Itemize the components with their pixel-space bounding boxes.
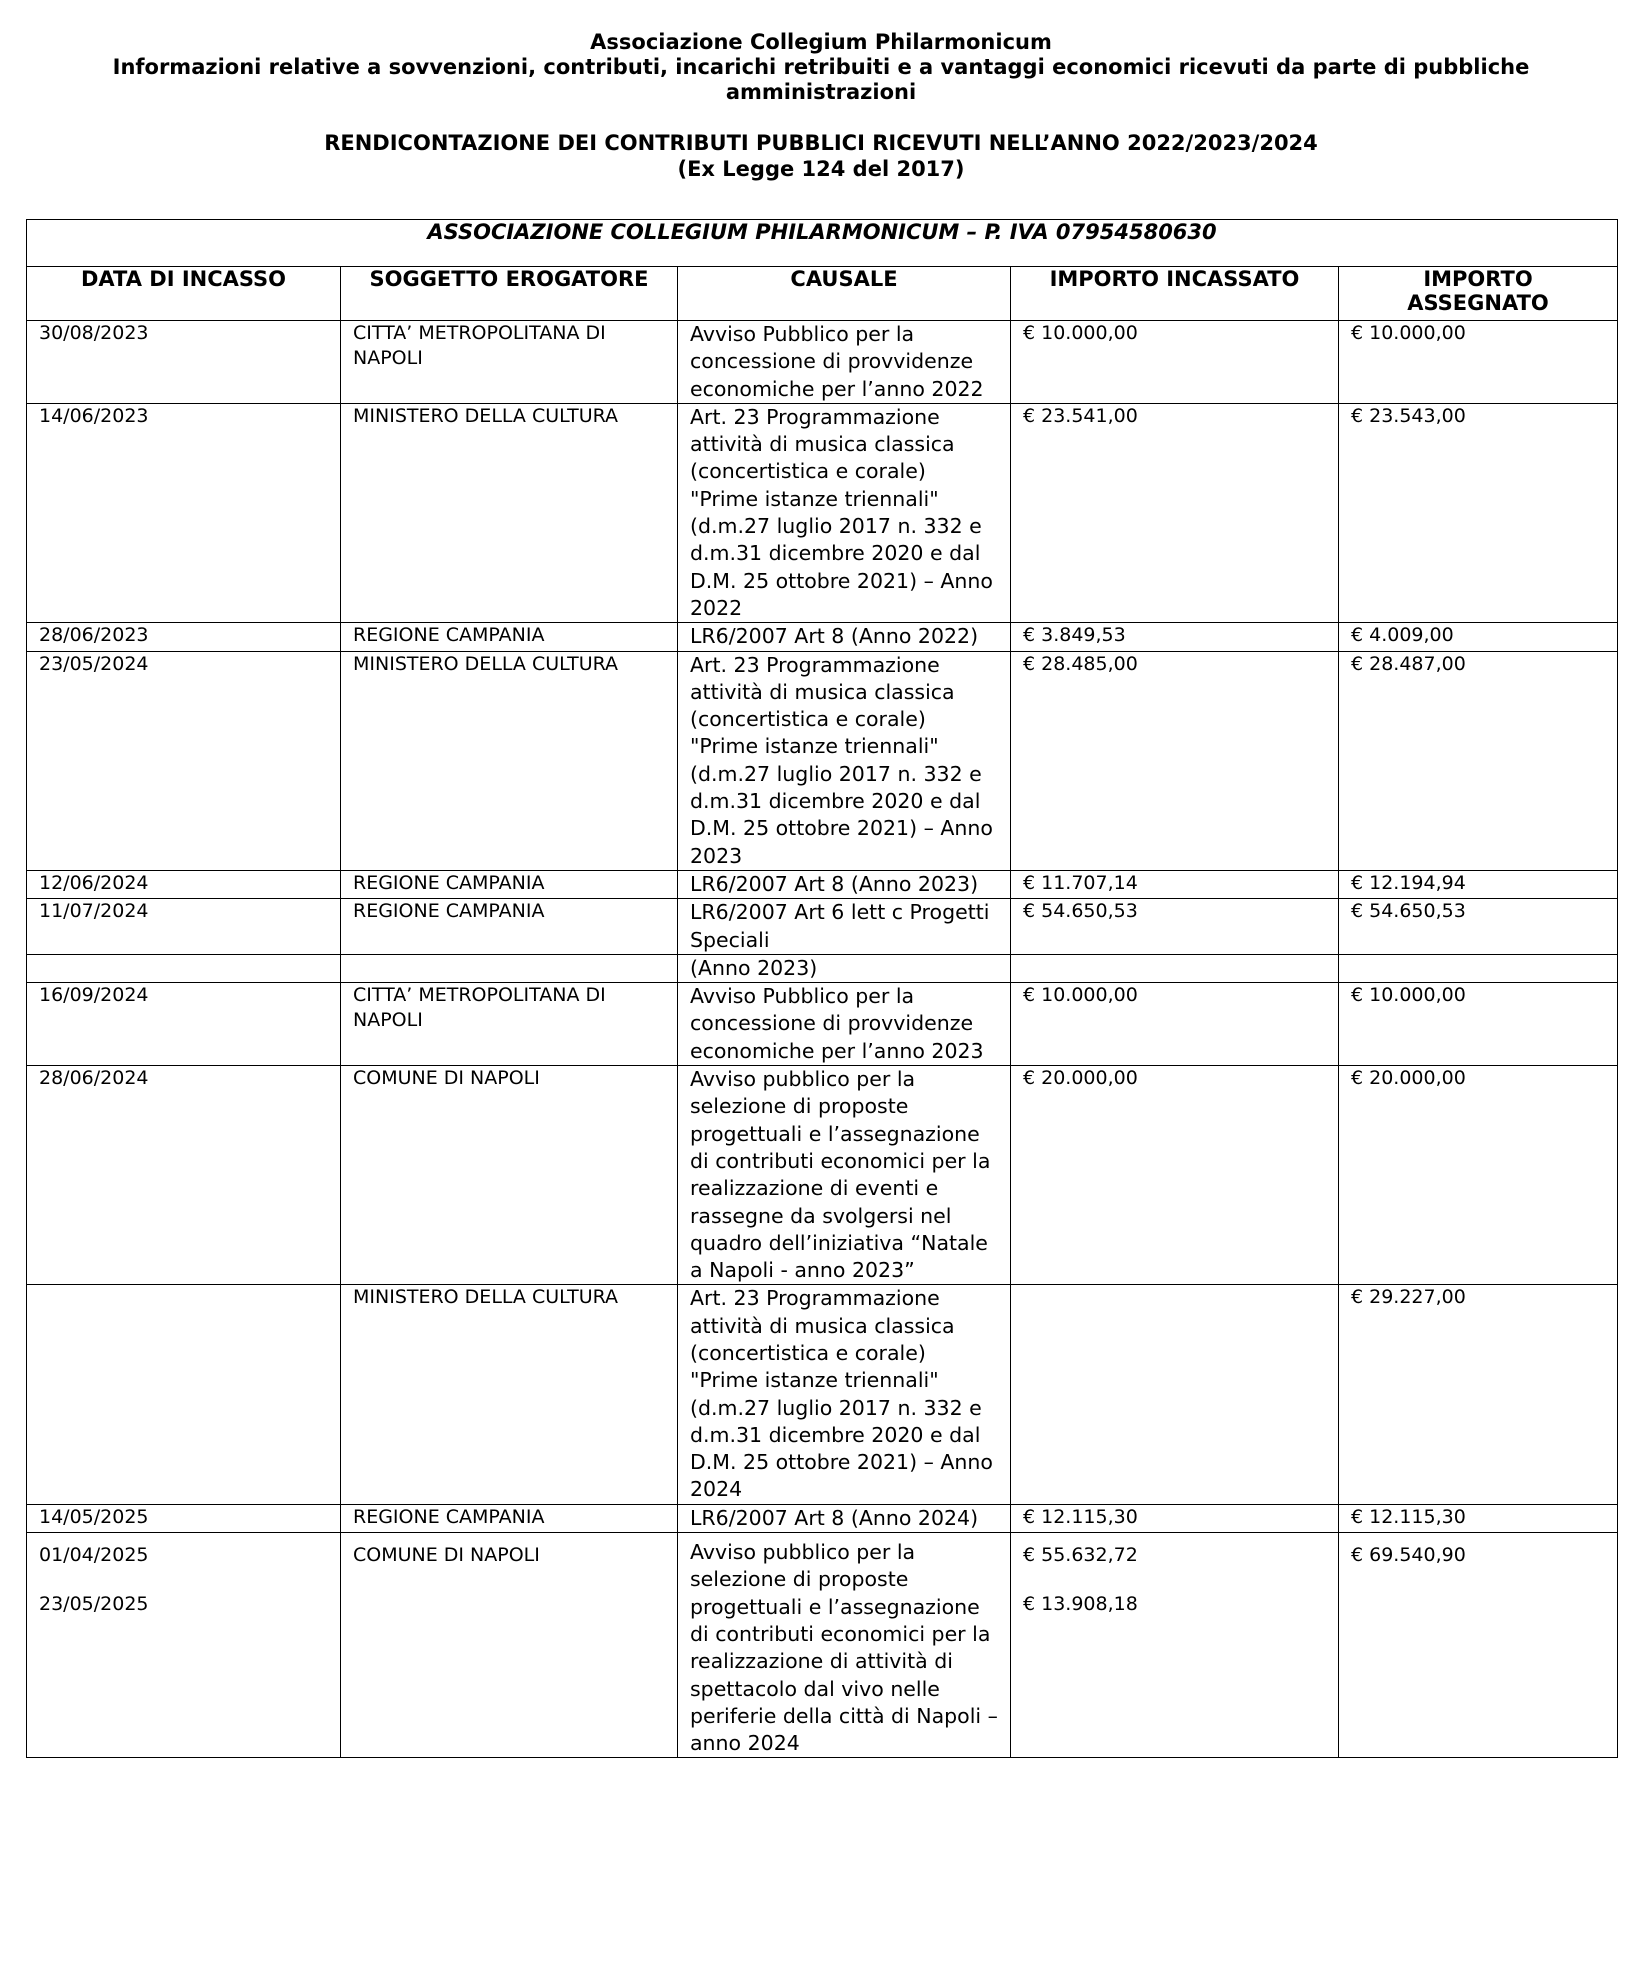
spacer <box>39 1568 328 1592</box>
table-row <box>27 899 1618 955</box>
cell-date: 30/08/2023 <box>27 321 341 404</box>
column-header-causale: CAUSALE <box>678 267 1011 321</box>
cell-causale: LR6/2007 Art 8 (Anno 2024) <box>678 1504 1011 1532</box>
cell-incassato <box>1011 1533 1339 1758</box>
report-title: RENDICONTAZIONE DEI CONTRIBUTI PUBBLICI RICEVUTI NELL’ANNO 2022/2023/2024 <box>324 131 1318 155</box>
table-row <box>27 1504 1618 1532</box>
cell-causale: (Anno 2023) <box>678 954 1011 982</box>
cell-date: 28/06/2024 <box>27 1066 341 1285</box>
cell-ente: CITTA’ METROPOLITANA DI NAPOLI <box>341 321 678 404</box>
law-reference: (Ex Legge 124 del 2017) <box>677 157 965 181</box>
table-row <box>27 954 1618 982</box>
column-header-row <box>27 267 1618 321</box>
cell-assegnato: € 23.543,00 <box>1339 403 1618 622</box>
table-row <box>27 403 1618 622</box>
table-row <box>27 623 1618 651</box>
cell-date: 14/06/2023 <box>27 403 341 622</box>
cell-date: 14/05/2025 <box>27 1504 341 1532</box>
cell-incassato: € 23.541,00 <box>1011 403 1339 622</box>
organization-name: Associazione Collegium Philarmonicum <box>590 30 1052 54</box>
payment-date-2: 23/05/2025 <box>39 1593 149 1616</box>
payment-date-1: 01/04/2025 <box>39 1544 149 1567</box>
cell-incassato: € 3.849,53 <box>1011 623 1339 651</box>
document-header <box>0 30 1642 182</box>
contributions-table <box>26 219 1618 1758</box>
cell-causale: Art. 23 Programmazione attività di musica classica (concertistica e corale) "Prime istanze triennali" (d.m.27 luglio 2017 n. 332 e d.m.31 dicembre 2020 e dal D.M. 25 ottobre 2021) – Anno 2022 <box>678 403 1011 622</box>
cell-incassato: € 10.000,00 <box>1011 321 1339 404</box>
cell-ente: MINISTERO DELLA CULTURA <box>341 1285 678 1504</box>
cell-assegnato: € 69.540,90 <box>1339 1533 1618 1758</box>
document-subtitle: Informazioni relative a sovvenzioni, contributi, incarichi retribuiti e a vantaggi economici ricevuti da parte di pubbliche amministrazioni <box>112 55 1530 104</box>
table-row <box>27 321 1618 404</box>
cell-ente: CITTA’ METROPOLITANA DI NAPOLI <box>341 983 678 1066</box>
association-row <box>27 220 1618 267</box>
cell-causale: LR6/2007 Art 8 (Anno 2022) <box>678 623 1011 651</box>
cell-date: 28/06/2023 <box>27 623 341 651</box>
cell-assegnato: € 20.000,00 <box>1339 1066 1618 1285</box>
cell-incassato <box>1011 954 1339 982</box>
table-row <box>27 1285 1618 1504</box>
cell-ente: REGIONE CAMPANIA <box>341 1504 678 1532</box>
cell-incassato: € 11.707,14 <box>1011 870 1339 898</box>
table-row <box>27 983 1618 1066</box>
cell-incassato: € 28.485,00 <box>1011 651 1339 870</box>
cell-assegnato: € 12.194,94 <box>1339 870 1618 898</box>
table-row <box>27 1533 1618 1758</box>
cell-causale: Avviso Pubblico per la concessione di provvidenze economiche per l’anno 2022 <box>678 321 1011 404</box>
cell-assegnato: € 10.000,00 <box>1339 321 1618 404</box>
cell-ente: MINISTERO DELLA CULTURA <box>341 651 678 870</box>
cell-ente: COMUNE DI NAPOLI <box>341 1533 678 1758</box>
cell-causale: Art. 23 Programmazione attività di musica classica (concertistica e corale) "Prime istanze triennali" (d.m.27 luglio 2017 n. 332 e d.m.31 dicembre 2020 e dal D.M. 25 ottobre 2021) – Anno 2024 <box>678 1285 1011 1504</box>
cell-ente: REGIONE CAMPANIA <box>341 870 678 898</box>
cell-incassato: € 20.000,00 <box>1011 1066 1339 1285</box>
cell-ente <box>341 954 678 982</box>
association-heading: ASSOCIAZIONE COLLEGIUM PHILARMONICUM – P. IVA 07954580630 <box>27 220 1618 267</box>
cell-date: 11/07/2024 <box>27 899 341 955</box>
cell-incassato: € 12.115,30 <box>1011 1504 1339 1532</box>
cell-incassato <box>1011 1285 1339 1504</box>
cell-assegnato: € 4.009,00 <box>1339 623 1618 651</box>
cell-assegnato: € 29.227,00 <box>1339 1285 1618 1504</box>
table-row <box>27 651 1618 870</box>
table-row <box>27 1066 1618 1285</box>
cell-ente: REGIONE CAMPANIA <box>341 623 678 651</box>
cell-causale: Art. 23 Programmazione attività di musica classica (concertistica e corale) "Prime istanze triennali" (d.m.27 luglio 2017 n. 332 e d.m.31 dicembre 2020 e dal D.M. 25 ottobre 2021) – Anno 2023 <box>678 651 1011 870</box>
cell-assegnato: € 10.000,00 <box>1339 983 1618 1066</box>
column-header-date: DATA DI INCASSO <box>27 267 341 321</box>
cell-date: 12/06/2024 <box>27 870 341 898</box>
cell-ente: MINISTERO DELLA CULTURA <box>341 403 678 622</box>
cell-incassato: € 54.650,53 <box>1011 899 1339 955</box>
cell-date <box>27 954 341 982</box>
cell-date <box>27 1285 341 1504</box>
cell-date: 23/05/2024 <box>27 651 341 870</box>
cell-causale: Avviso pubblico per la selezione di proposte progettuali e l’assegnazione di contributi economici per la realizzazione di attività di spettacolo dal vivo nelle periferie della città di Napoli – anno 2024 <box>678 1533 1011 1758</box>
table-row <box>27 870 1618 898</box>
column-header-incassato: IMPORTO INCASSATO <box>1011 267 1339 321</box>
amount-received-1: € 55.632,72 <box>1023 1544 1138 1567</box>
cell-assegnato: € 28.487,00 <box>1339 651 1618 870</box>
cell-causale: LR6/2007 Art 8 (Anno 2023) <box>678 870 1011 898</box>
column-header-ente: SOGGETTO EROGATORE <box>341 267 678 321</box>
cell-date <box>27 1533 341 1758</box>
cell-causale: Avviso pubblico per la selezione di proposte progettuali e l’assegnazione di contributi economici per la realizzazione di eventi e rassegne da svolgersi nel quadro dell’iniziativa “Natale a Napoli - anno 2023” <box>678 1066 1011 1285</box>
cell-assegnato <box>1339 954 1618 982</box>
cell-assegnato: € 54.650,53 <box>1339 899 1618 955</box>
cell-ente: COMUNE DI NAPOLI <box>341 1066 678 1285</box>
cell-ente: REGIONE CAMPANIA <box>341 899 678 955</box>
cell-causale: Avviso Pubblico per la concessione di provvidenze economiche per l’anno 2023 <box>678 983 1011 1066</box>
cell-causale: LR6/2007 Art 6 lett c Progetti Speciali <box>678 899 1011 955</box>
column-header-assegnato: IMPORTO ASSEGNATO <box>1339 267 1618 321</box>
cell-assegnato: € 12.115,30 <box>1339 1504 1618 1532</box>
amount-received-2: € 13.908,18 <box>1023 1593 1138 1616</box>
cell-incassato: € 10.000,00 <box>1011 983 1339 1066</box>
spacer <box>1023 1568 1326 1592</box>
cell-date: 16/09/2024 <box>27 983 341 1066</box>
